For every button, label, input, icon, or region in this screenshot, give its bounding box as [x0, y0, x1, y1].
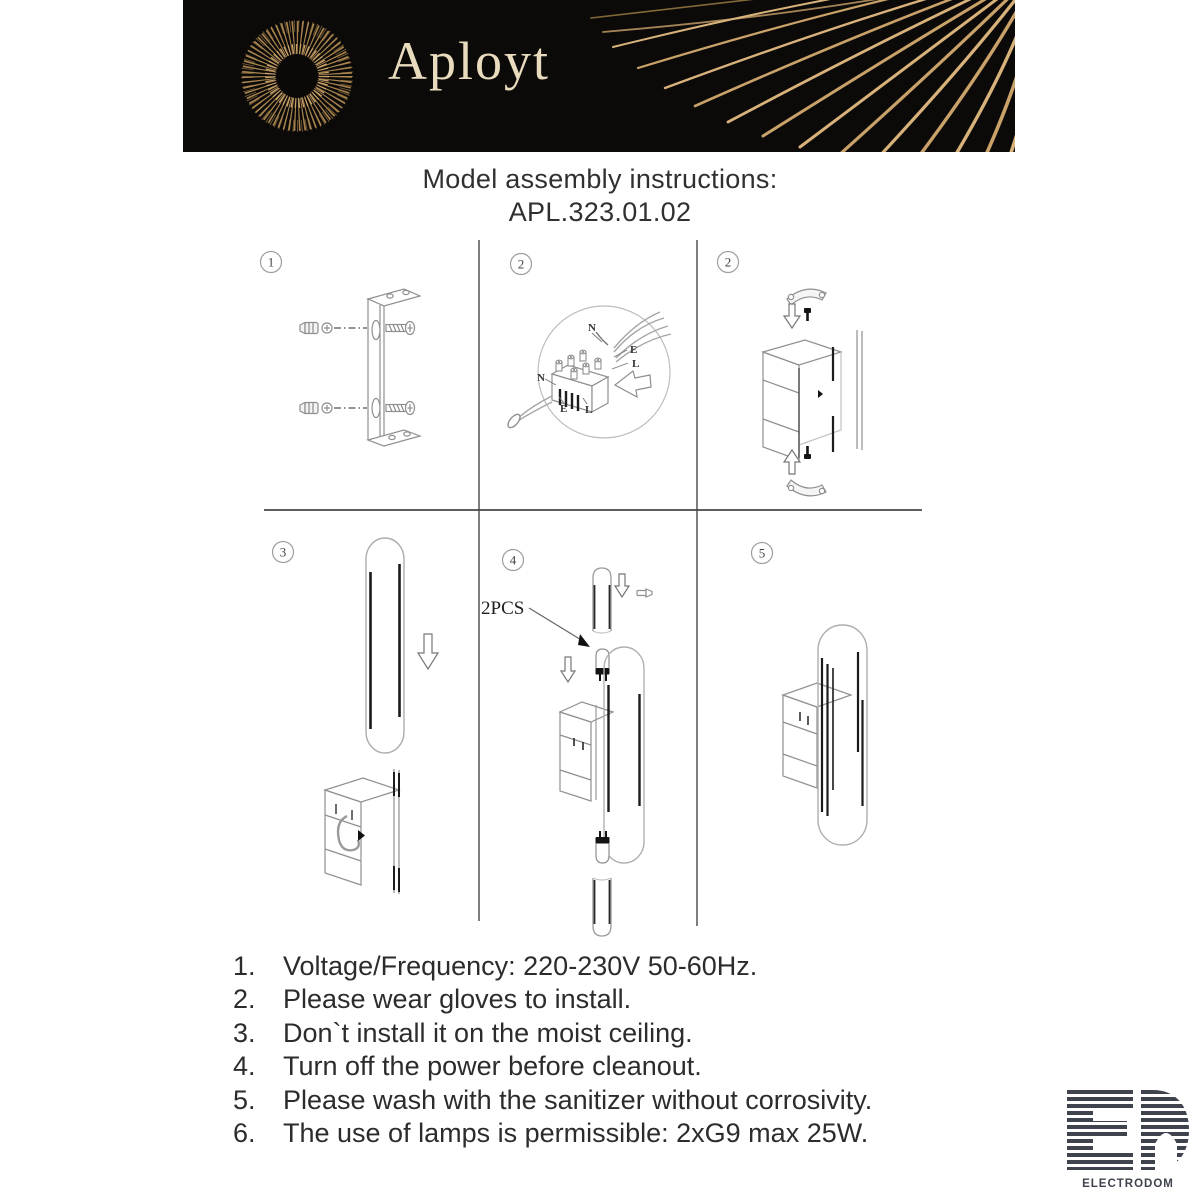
page-title: Model assembly instructions:: [422, 164, 778, 194]
list-item-number: 3.: [233, 1017, 256, 1048]
small-pin: [637, 589, 652, 597]
step-circle-4: [503, 550, 524, 571]
screw-bottom: [804, 446, 811, 459]
list-item-number: 6.: [233, 1118, 256, 1149]
brand-banner: [183, 0, 1015, 152]
step-number: 2: [517, 256, 525, 272]
label-n-in: N: [588, 322, 596, 334]
list-item-text: Don`t install it on the moist ceiling.: [283, 1017, 693, 1048]
list-item: [233, 1050, 872, 1083]
top-bracket: [787, 289, 826, 305]
quantity-annotation: 2PCS: [481, 598, 525, 619]
list-item-number: 2.: [233, 984, 256, 1015]
panel-step1-bracket-mounting: [261, 252, 421, 447]
list-item: [233, 1084, 872, 1117]
label-e-in: E: [630, 344, 638, 356]
banner-decoration: [183, 0, 1015, 152]
electrodom-logo-icon: [1067, 1090, 1189, 1170]
panel-step3-ring-install: [273, 538, 439, 894]
arrow-down-icon: [784, 304, 800, 328]
panel-step5-finished: [752, 543, 868, 846]
mounting-plate: [368, 289, 420, 446]
arrow-down-icon: [561, 657, 575, 682]
arrow-down-icon: [615, 574, 629, 597]
fixing-set-top: [300, 322, 415, 335]
panel-step2-wiring: [506, 254, 671, 439]
screw-top: [804, 308, 811, 321]
model-number: APL.323.01.02: [508, 197, 692, 227]
list-item-number: 4.: [233, 1051, 256, 1082]
label-l-out: L: [585, 404, 593, 416]
push-direction-arrow-icon: [615, 371, 651, 397]
step-number: 5: [758, 545, 766, 561]
g9-bulb-bottom: [596, 831, 610, 863]
step-number: 2: [724, 254, 732, 270]
instruction-list: [233, 950, 872, 1150]
diffuser-tube-top: [593, 568, 611, 633]
list-item: [233, 1117, 872, 1150]
step-circle-1: [261, 252, 282, 273]
arrow-down-icon: [418, 634, 438, 669]
list-item: [233, 950, 872, 983]
panel-step4-bulb-install: [481, 550, 652, 937]
label-l-in: L: [632, 358, 640, 370]
assembly-diagram: [240, 240, 940, 940]
step-number: 1: [267, 254, 275, 270]
step-number: 4: [509, 552, 517, 568]
label-n-out: N: [537, 372, 545, 384]
g9-bulb-top: [596, 649, 610, 681]
step-circle-2b: [718, 252, 739, 273]
fixing-set-bottom: [300, 402, 415, 415]
list-item-text: Please wear gloves to install.: [283, 984, 632, 1015]
sunburst-logo-icon: [247, 26, 347, 126]
wall-base: [325, 769, 399, 894]
list-item-text: The use of lamps is permissible: 2xG9 max 25W.: [283, 1118, 869, 1149]
cover-plate: [857, 330, 862, 450]
bottom-bracket: [787, 480, 826, 496]
assembled-base-ring: [560, 647, 644, 863]
lamp-base-box: [763, 340, 841, 460]
finished-lamp: [783, 625, 867, 845]
list-item: [233, 1017, 872, 1050]
step-circle-5: [752, 543, 773, 564]
step-number: 3: [279, 544, 287, 560]
lamp-ring: [366, 538, 404, 753]
title-block: [0, 163, 1200, 229]
list-item-number: 5.: [233, 1084, 256, 1115]
step-circle-3: [273, 542, 294, 563]
list-item-number: 1.: [233, 951, 256, 981]
brand-wordmark: Aployt: [388, 31, 551, 91]
list-item-text: Please wash with the sanitizer without corrosivity.: [283, 1084, 873, 1115]
leader-arrowhead: [578, 634, 590, 647]
rays-decoration-icon: [591, 0, 1015, 152]
step-circle-2a: [511, 254, 532, 275]
diffuser-tube-bottom: [593, 878, 611, 936]
list-item-text: Voltage/Frequency: 220-230V 50-60Hz.: [283, 951, 758, 981]
list-item: [233, 983, 872, 1016]
panel-step2-base-fixing: [718, 252, 863, 496]
watermark-label: ELECTRODOM: [1082, 1178, 1174, 1190]
electrodom-watermark: [1063, 1090, 1193, 1190]
list-item-text: Turn off the power before cleanout.: [283, 1051, 702, 1082]
label-e-out: E: [560, 403, 568, 415]
